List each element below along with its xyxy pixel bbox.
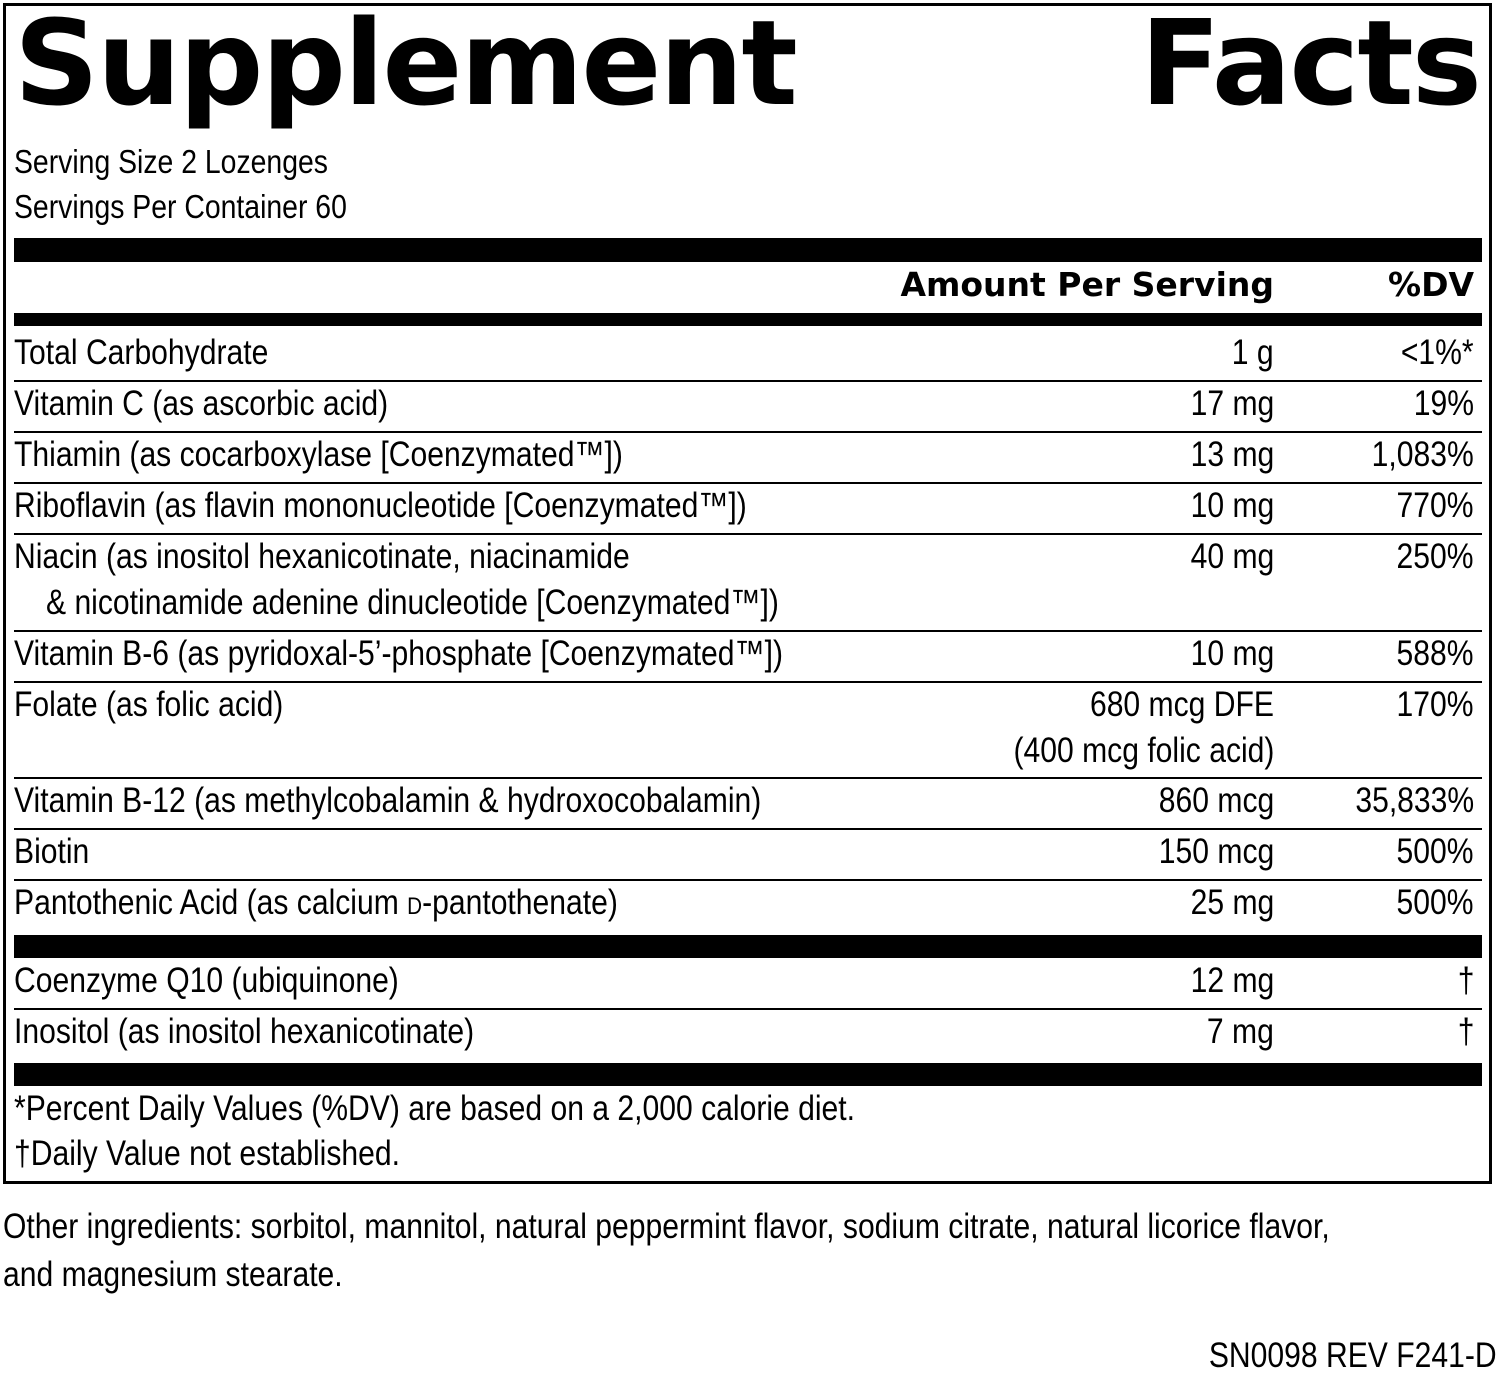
footnote-daily-values: *Percent Daily Values (%DV) are based on a 2,000 calorie diet.: [14, 1089, 856, 1128]
nutrient-name: Vitamin B-6 (as pyridoxal-5’-phosphate [Coenzymated™]): [14, 634, 784, 673]
nutrient-name-continued: & nicotinamide adenine dinucleotide [Coenzymated™]): [46, 583, 779, 622]
nutrient-amount: 1 g: [1232, 333, 1274, 372]
thick-divider: [14, 1063, 1482, 1086]
medium-divider: [14, 313, 1482, 326]
small-caps-d: D: [407, 893, 423, 920]
nutrient-amount: 680 mcg DFE: [1089, 685, 1274, 724]
ingredient-dv: †: [1457, 961, 1474, 1000]
page-title: [14, 0, 1480, 132]
nutrient-name: Total Carbohydrate: [14, 333, 269, 372]
nutrient-amount: 40 mg: [1190, 537, 1274, 576]
title-word-supplement: Supplement: [14, 0, 796, 132]
nutrient-name: Vitamin B-12 (as methylcobalamin & hydroxocobalamin): [14, 781, 762, 820]
footnote-not-established: †Daily Value not established.: [14, 1134, 400, 1173]
nutrient-dv: 170%: [1397, 685, 1474, 724]
other-ingredients: Other ingredients: sorbitol, mannitol, natural peppermint flavor, sodium citrate, natural licorice flavor,: [3, 1207, 1330, 1246]
nutrient-dv: 250%: [1397, 537, 1474, 576]
nutrient-amount: 25 mg: [1190, 883, 1274, 922]
ingredient-amount: 7 mg: [1207, 1012, 1274, 1051]
nutrient-amount: 17 mg: [1190, 384, 1274, 423]
ingredient-name: Coenzyme Q10 (ubiquinone): [14, 961, 399, 1000]
title-word-facts: Facts: [1140, 0, 1480, 132]
nutrient-dv: 19%: [1413, 384, 1474, 423]
servings-per-container: Servings Per Container 60: [14, 188, 347, 225]
thick-divider: [14, 935, 1482, 958]
nutrient-name: Niacin (as inositol hexanicotinate, niacinamide: [14, 537, 630, 576]
nutrient-amount-detail: (400 mcg folic acid): [1013, 731, 1274, 770]
ingredient-amount: 12 mg: [1190, 961, 1274, 1000]
nutrient-dv: 588%: [1397, 634, 1474, 673]
product-code: SN0098 REV F241-D: [1209, 1336, 1497, 1375]
nutrient-name: Vitamin C (as ascorbic acid): [14, 384, 389, 423]
nutrient-dv: 35,833%: [1355, 781, 1474, 820]
nutrient-amount: 13 mg: [1190, 435, 1274, 474]
nutrient-dv: 500%: [1397, 832, 1474, 871]
nutrient-name: Riboflavin (as flavin mononucleotide [Coenzymated™]): [14, 486, 747, 525]
nutrient-dv: 770%: [1397, 486, 1474, 525]
nutrient-dv: 500%: [1397, 883, 1474, 922]
nutrient-name: Thiamin (as cocarboxylase [Coenzymated™]): [14, 435, 623, 474]
nutrient-amount: 10 mg: [1190, 486, 1274, 525]
header-daily-value: %DV: [1388, 265, 1474, 304]
thick-divider: [14, 238, 1482, 262]
ingredient-dv: †: [1457, 1012, 1474, 1051]
nutrient-name: Folate (as folic acid): [14, 685, 284, 724]
serving-size: Serving Size 2 Lozenges: [14, 143, 328, 180]
nutrient-amount: 10 mg: [1190, 634, 1274, 673]
ingredient-name: Inositol (as inositol hexanicotinate): [14, 1012, 475, 1051]
nutrient-name: Pantothenic Acid (as calcium D-pantothenate): [14, 883, 618, 922]
header-amount-per-serving: Amount Per Serving: [900, 265, 1274, 304]
nutrient-dv: 1,083%: [1371, 435, 1474, 474]
other-ingredients-continued: and magnesium stearate.: [3, 1255, 343, 1294]
nutrient-name: Biotin: [14, 832, 90, 871]
nutrient-dv: <1%*: [1401, 333, 1474, 372]
nutrient-amount: 860 mcg: [1158, 781, 1274, 820]
nutrient-amount: 150 mcg: [1158, 832, 1274, 871]
